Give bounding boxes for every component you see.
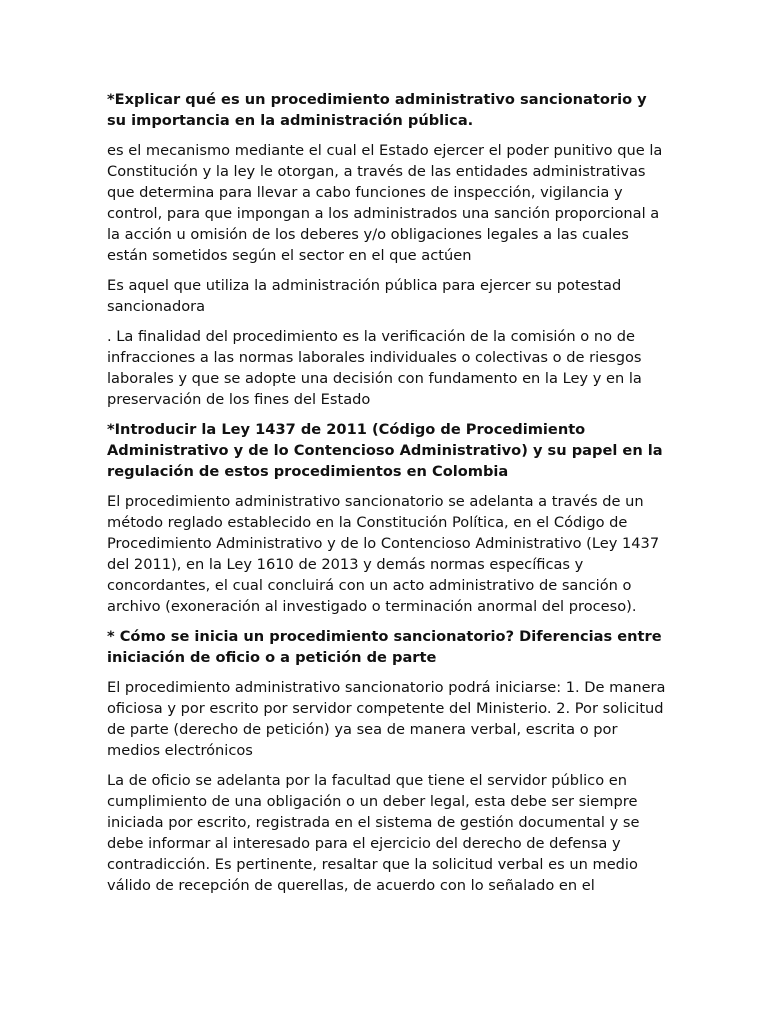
paragraph-1: es el mecanismo mediante el cual el Estado ejercer el poder punitivo que la Constitución y la ley le otorgan, a través de las entidades administrativas que determina para llevar a cabo funciones de inspección, vigilancia y control, para que impongan a los administrados una sanción proporcional a la acción u omisión de los deberes y/o obligaciones legales a las cuales están sometidos según el sector en el que actúen <box>107 142 663 264</box>
paragraph-5: El procedimiento administrativo sancionatorio podrá iniciarse: 1. De manera oficiosa y por escrito por servidor competente del Ministerio. 2. Por solicitud de parte (derecho de petición) ya sea de manera verbal, escrita o por medios electrónicos <box>107 679 666 759</box>
paragraph-3: . La finalidad del procedimiento es la verificación de la comisión o no de infracciones a las normas laborales individuales o colectivas o de riesgos laborales y que se adopte una decisión con fundamento en la Ley y en la preservación de los fines del Estado <box>107 328 642 408</box>
paragraph-6: La de oficio se adelanta por la facultad que tiene el servidor público en cumplimiento de una obligación o un deber legal, esta debe ser siempre iniciada por escrito, registrada en el sistema de gestión documental y se debe informar al interesado para el ejercicio del derecho de defensa y contradicción. Es pertinente, resaltar que la solicitud verbal es un medio válido de recepción de querellas, de acuerdo con lo señalado en el <box>107 772 640 894</box>
section-heading-3: * Cómo se inicia un procedimiento sancionatorio? Diferencias entre iniciación de oficio o a petición de parte <box>107 628 662 666</box>
paragraph-4: El procedimiento administrativo sancionatorio se adelanta a través de un método reglado establecido en la Constitución Política, en el Código de Procedimiento Administrativo y de lo Contencioso Administrativo (Ley 1437 del 2011), en la Ley 1610 de 2013 y demás normas específicas y concordantes, el cual concluirá con un acto administrativo de sanción o archivo (exoneración al investigado o terminación anormal del proceso). <box>107 493 660 615</box>
section-heading-1: *Explicar qué es un procedimiento administrativo sancionatorio y su importancia en la administración pública. <box>107 91 647 129</box>
paragraph-2: Es aquel que utiliza la administración pública para ejercer su potestad sancionadora <box>107 277 622 315</box>
document-page <box>107 89 667 905</box>
section-heading-2: *Introducir la Ley 1437 de 2011 (Código de Procedimiento Administrativo y de lo Contencioso Administrativo) y su papel en la regulación de estos procedimientos en Colombia <box>107 421 663 480</box>
